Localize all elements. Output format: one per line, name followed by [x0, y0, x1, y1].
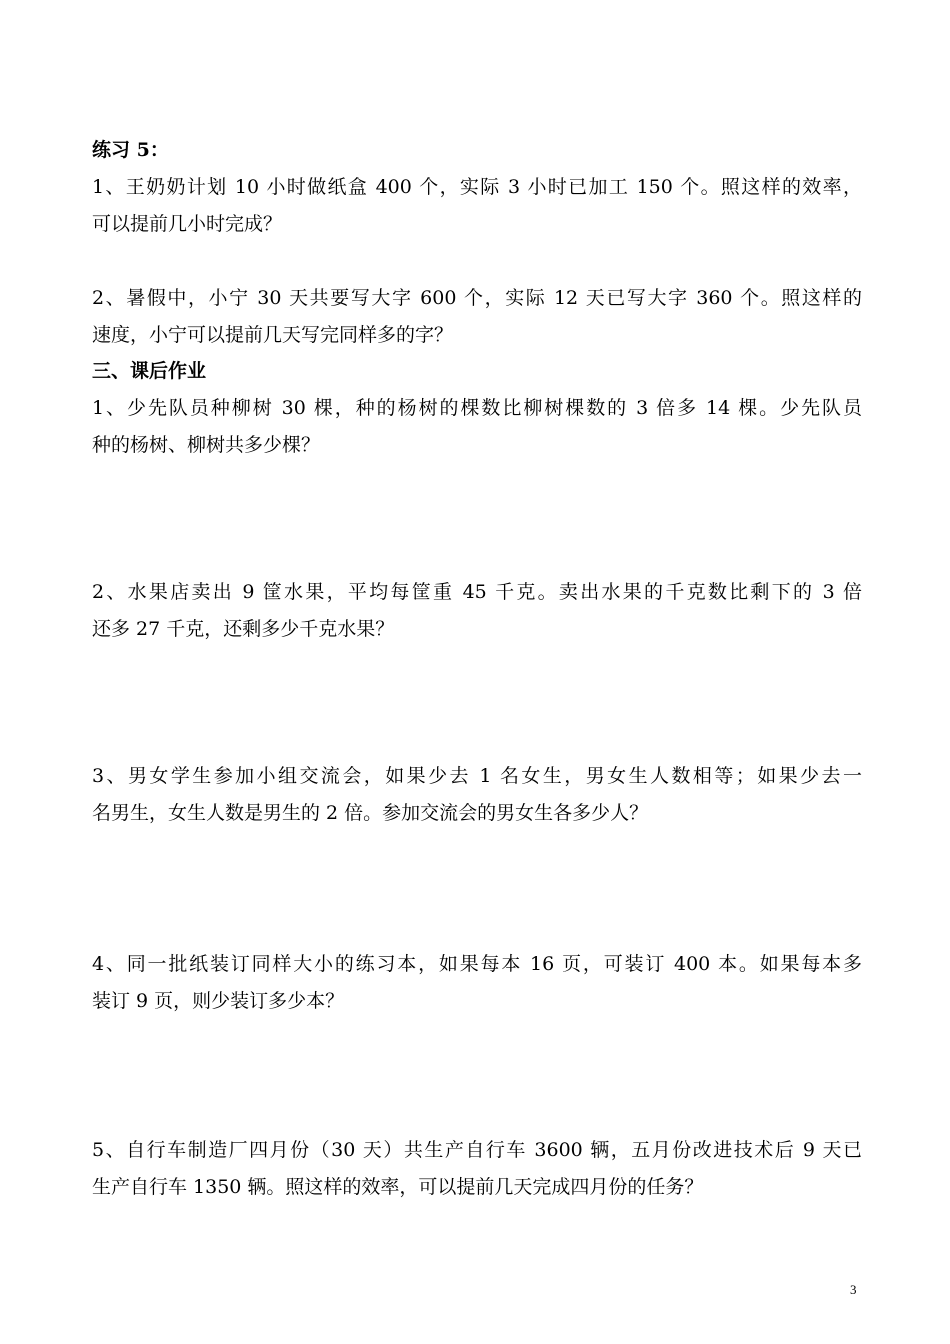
homework-q1-line1: 1、少先队员种柳树 30 棵，种的杨树的棵数比柳树棵数的 3 倍多 14 棵。少先队员: [92, 397, 862, 419]
homework-q5-line2: 生产自行车 1350 辆。照这样的效率，可以提前几天完成四月份的任务？: [92, 1176, 704, 1198]
homework-heading: 三、课后作业: [92, 360, 207, 382]
homework-q2-line1: 2、水果店卖出 9 筐水果，平均每筐重 45 千克。卖出水果的千克数比剩下的 3 倍: [92, 581, 862, 603]
practice5-q2-line1: 2、暑假中，小宁 30 天共要写大字 600 个，实际 12 天已写大字 360 个。照这样的: [92, 287, 862, 309]
homework-q3-line2: 名男生，女生人数是男生的 2 倍。参加交流会的男女生各多少人？: [92, 802, 649, 824]
page-number: 3: [850, 1282, 857, 1297]
practice5-heading: 练习 5：: [92, 139, 169, 161]
homework-q2-line2: 还多 27 千克，还剩多少千克水果？: [92, 618, 395, 640]
practice5-q1-line1: 1、王奶奶计划 10 小时做纸盒 400 个，实际 3 小时已加工 150 个。照这样的效率，: [92, 176, 862, 198]
practice5-q2-line2: 速度，小宁可以提前几天写完同样多的字？: [92, 324, 454, 346]
practice5-q1-line2: 可以提前几小时完成？: [92, 213, 283, 235]
homework-q1-line2: 种的杨树、柳树共多少棵？: [92, 434, 321, 456]
homework-q4-line2: 装订 9 页，则少装订多少本？: [92, 990, 345, 1012]
homework-q5-line1: 5、自行车制造厂四月份（30 天）共生产自行车 3600 辆，五月份改进技术后 9 天已: [92, 1139, 862, 1161]
homework-q3-line1: 3、男女学生参加小组交流会，如果少去 1 名女生，男女生人数相等；如果少去一: [92, 765, 862, 787]
homework-q4-line1: 4、同一批纸装订同样大小的练习本，如果每本 16 页，可装订 400 本。如果每本多: [92, 953, 862, 975]
